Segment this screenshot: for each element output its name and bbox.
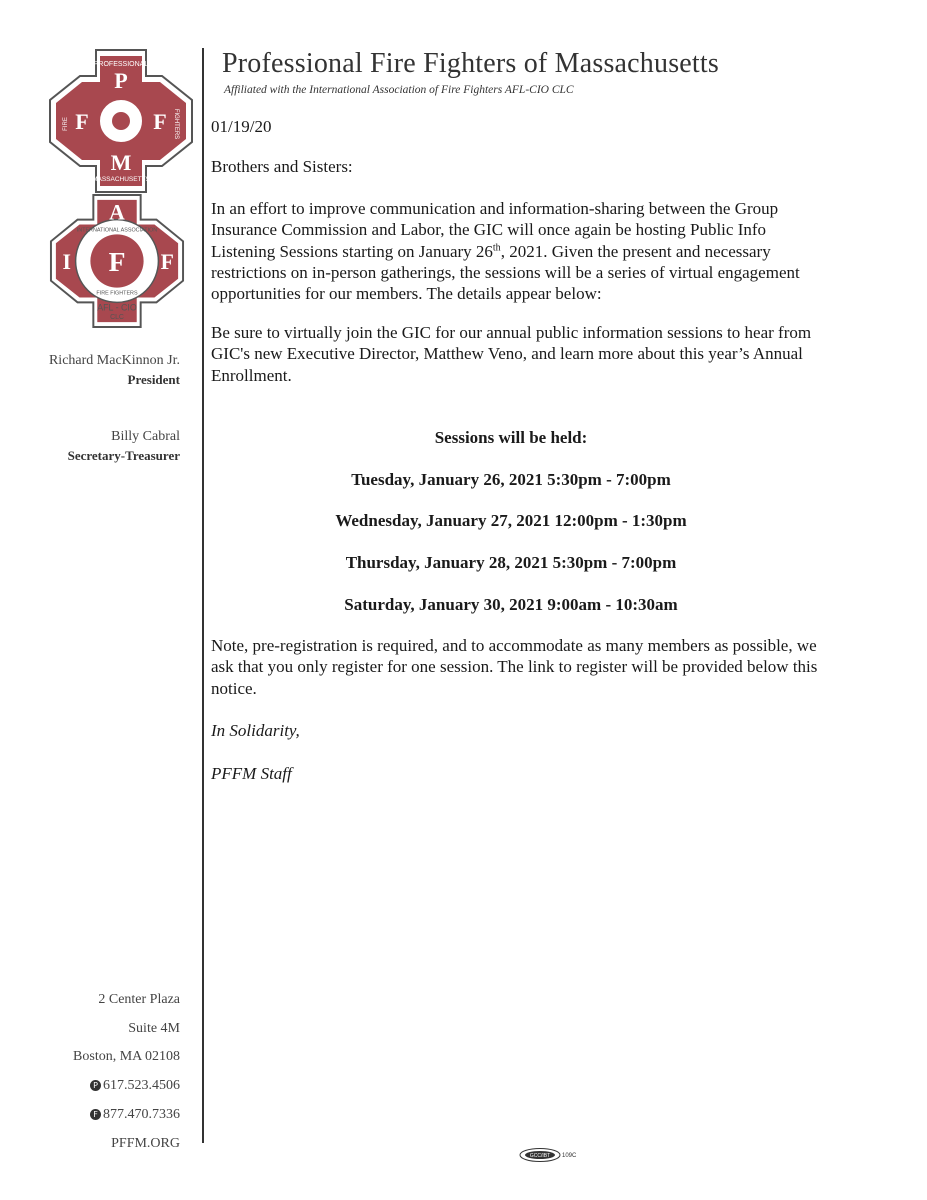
- iaff-letter-left: I: [62, 249, 71, 274]
- session-item: Wednesday, January 27, 2021 12:00pm - 1:30pm: [335, 511, 687, 530]
- officer-name: Richard MacKinnon Jr.: [48, 353, 180, 368]
- session-item: Thursday, January 28, 2021 5:30pm - 7:00pm: [345, 553, 677, 572]
- officer-title: President: [127, 372, 180, 387]
- pffm-logo-right-text: FIGHTERS: [173, 108, 179, 140]
- iaff-letter-top: A: [109, 200, 125, 225]
- pffm-letter-bottom: M: [110, 150, 132, 175]
- officer-secretary-treasurer: [68, 429, 180, 464]
- letter-signature: PFFM Staff: [211, 764, 292, 783]
- iaff-letter-right: F: [160, 249, 174, 274]
- pffm-letter-left: F: [75, 109, 89, 134]
- iaff-logo-icon: [48, 192, 186, 330]
- pffm-letter-right: F: [153, 109, 167, 134]
- letter-date: 01/19/20: [211, 117, 272, 136]
- para1-superscript: th: [492, 241, 501, 253]
- registration-note: Note, pre-registration is required, and to accommodate as many members as possible, we ask that you only register for one session. The link to register will be provided below this notice.: [211, 636, 818, 698]
- address-phone: [73, 1072, 180, 1101]
- vertical-divider: [202, 48, 204, 1143]
- pffm-logo-left-text: FIRE: [63, 117, 69, 131]
- union-bug-number: 109C: [562, 1153, 577, 1159]
- address-suite: Suite 4M: [128, 1020, 180, 1036]
- fax-number: 877.470.7336: [103, 1106, 180, 1122]
- union-bug-icon: [516, 1147, 586, 1163]
- org-name: Professional Fire Fighters of Massachusetts: [222, 48, 719, 79]
- fax-icon: F: [90, 1109, 101, 1120]
- phone-number[interactable]: 617.523.4506: [103, 1078, 180, 1094]
- phone-icon: P: [90, 1080, 101, 1091]
- session-item: Saturday, January 30, 2021 9:00am - 10:30am: [344, 595, 678, 614]
- affiliation-line: Affiliated with the International Association of Fire Fighters AFL-CIO CLC: [224, 84, 574, 96]
- pffm-logo-bottom-text: MASSACHUSETTS: [92, 176, 150, 183]
- para1-text-b: , 2021. Given the present and necessary restrictions on in-person gatherings, the sessions will be a series of virtual engagement opportunities for our members. The details appear below:: [211, 241, 800, 304]
- pffm-logo-icon: [46, 46, 196, 196]
- para1-text-a: In an effort to improve communication and information-sharing between the Group Insurance Commission and Labor, the GIC will once again be hosting Public Info Listening Sessions starting on January 26: [211, 199, 779, 261]
- address-city: Boston, MA 02108: [73, 1049, 180, 1065]
- officer-name: Billy Cabral: [111, 429, 180, 444]
- letter-paragraph-1: [211, 198, 831, 304]
- session-item: Tuesday, January 26, 2021 5:30pm - 7:00pm: [351, 470, 671, 489]
- iaff-ring-bottom-text: FIRE FIGHTERS: [96, 290, 138, 297]
- letter-paragraph-2: Be sure to virtually join the GIC for our annual public information sessions to hear from GIC's new Executive Director, Matthew Veno, and learn more about this year’s Annual Enrollment.: [211, 323, 812, 385]
- address-fax: [73, 1101, 180, 1130]
- website-link[interactable]: PFFM.ORG: [111, 1135, 180, 1151]
- address-street: 2 Center Plaza: [98, 992, 180, 1007]
- iaff-afl-cio-text: AFL - CIO: [97, 302, 137, 313]
- pffm-logo-top-text: PROFESSIONAL: [93, 61, 149, 68]
- union-bug-mark: GCC/IBT: [529, 1153, 551, 1159]
- sessions-heading: Sessions will be held:: [434, 428, 588, 447]
- iaff-clc-text: CLC: [110, 314, 124, 322]
- address-block: [73, 986, 180, 1158]
- iaff-letter-center: F: [108, 245, 126, 277]
- letter-closing: In Solidarity,: [211, 721, 300, 740]
- officer-president: [49, 353, 180, 388]
- iaff-ring-top-text: INTERNATIONAL ASSOCIATION: [76, 227, 158, 234]
- pffm-letter-top: P: [114, 68, 128, 93]
- officer-title: Secretary-Treasurer: [67, 448, 180, 463]
- letter-greeting: Brothers and Sisters:: [211, 157, 353, 176]
